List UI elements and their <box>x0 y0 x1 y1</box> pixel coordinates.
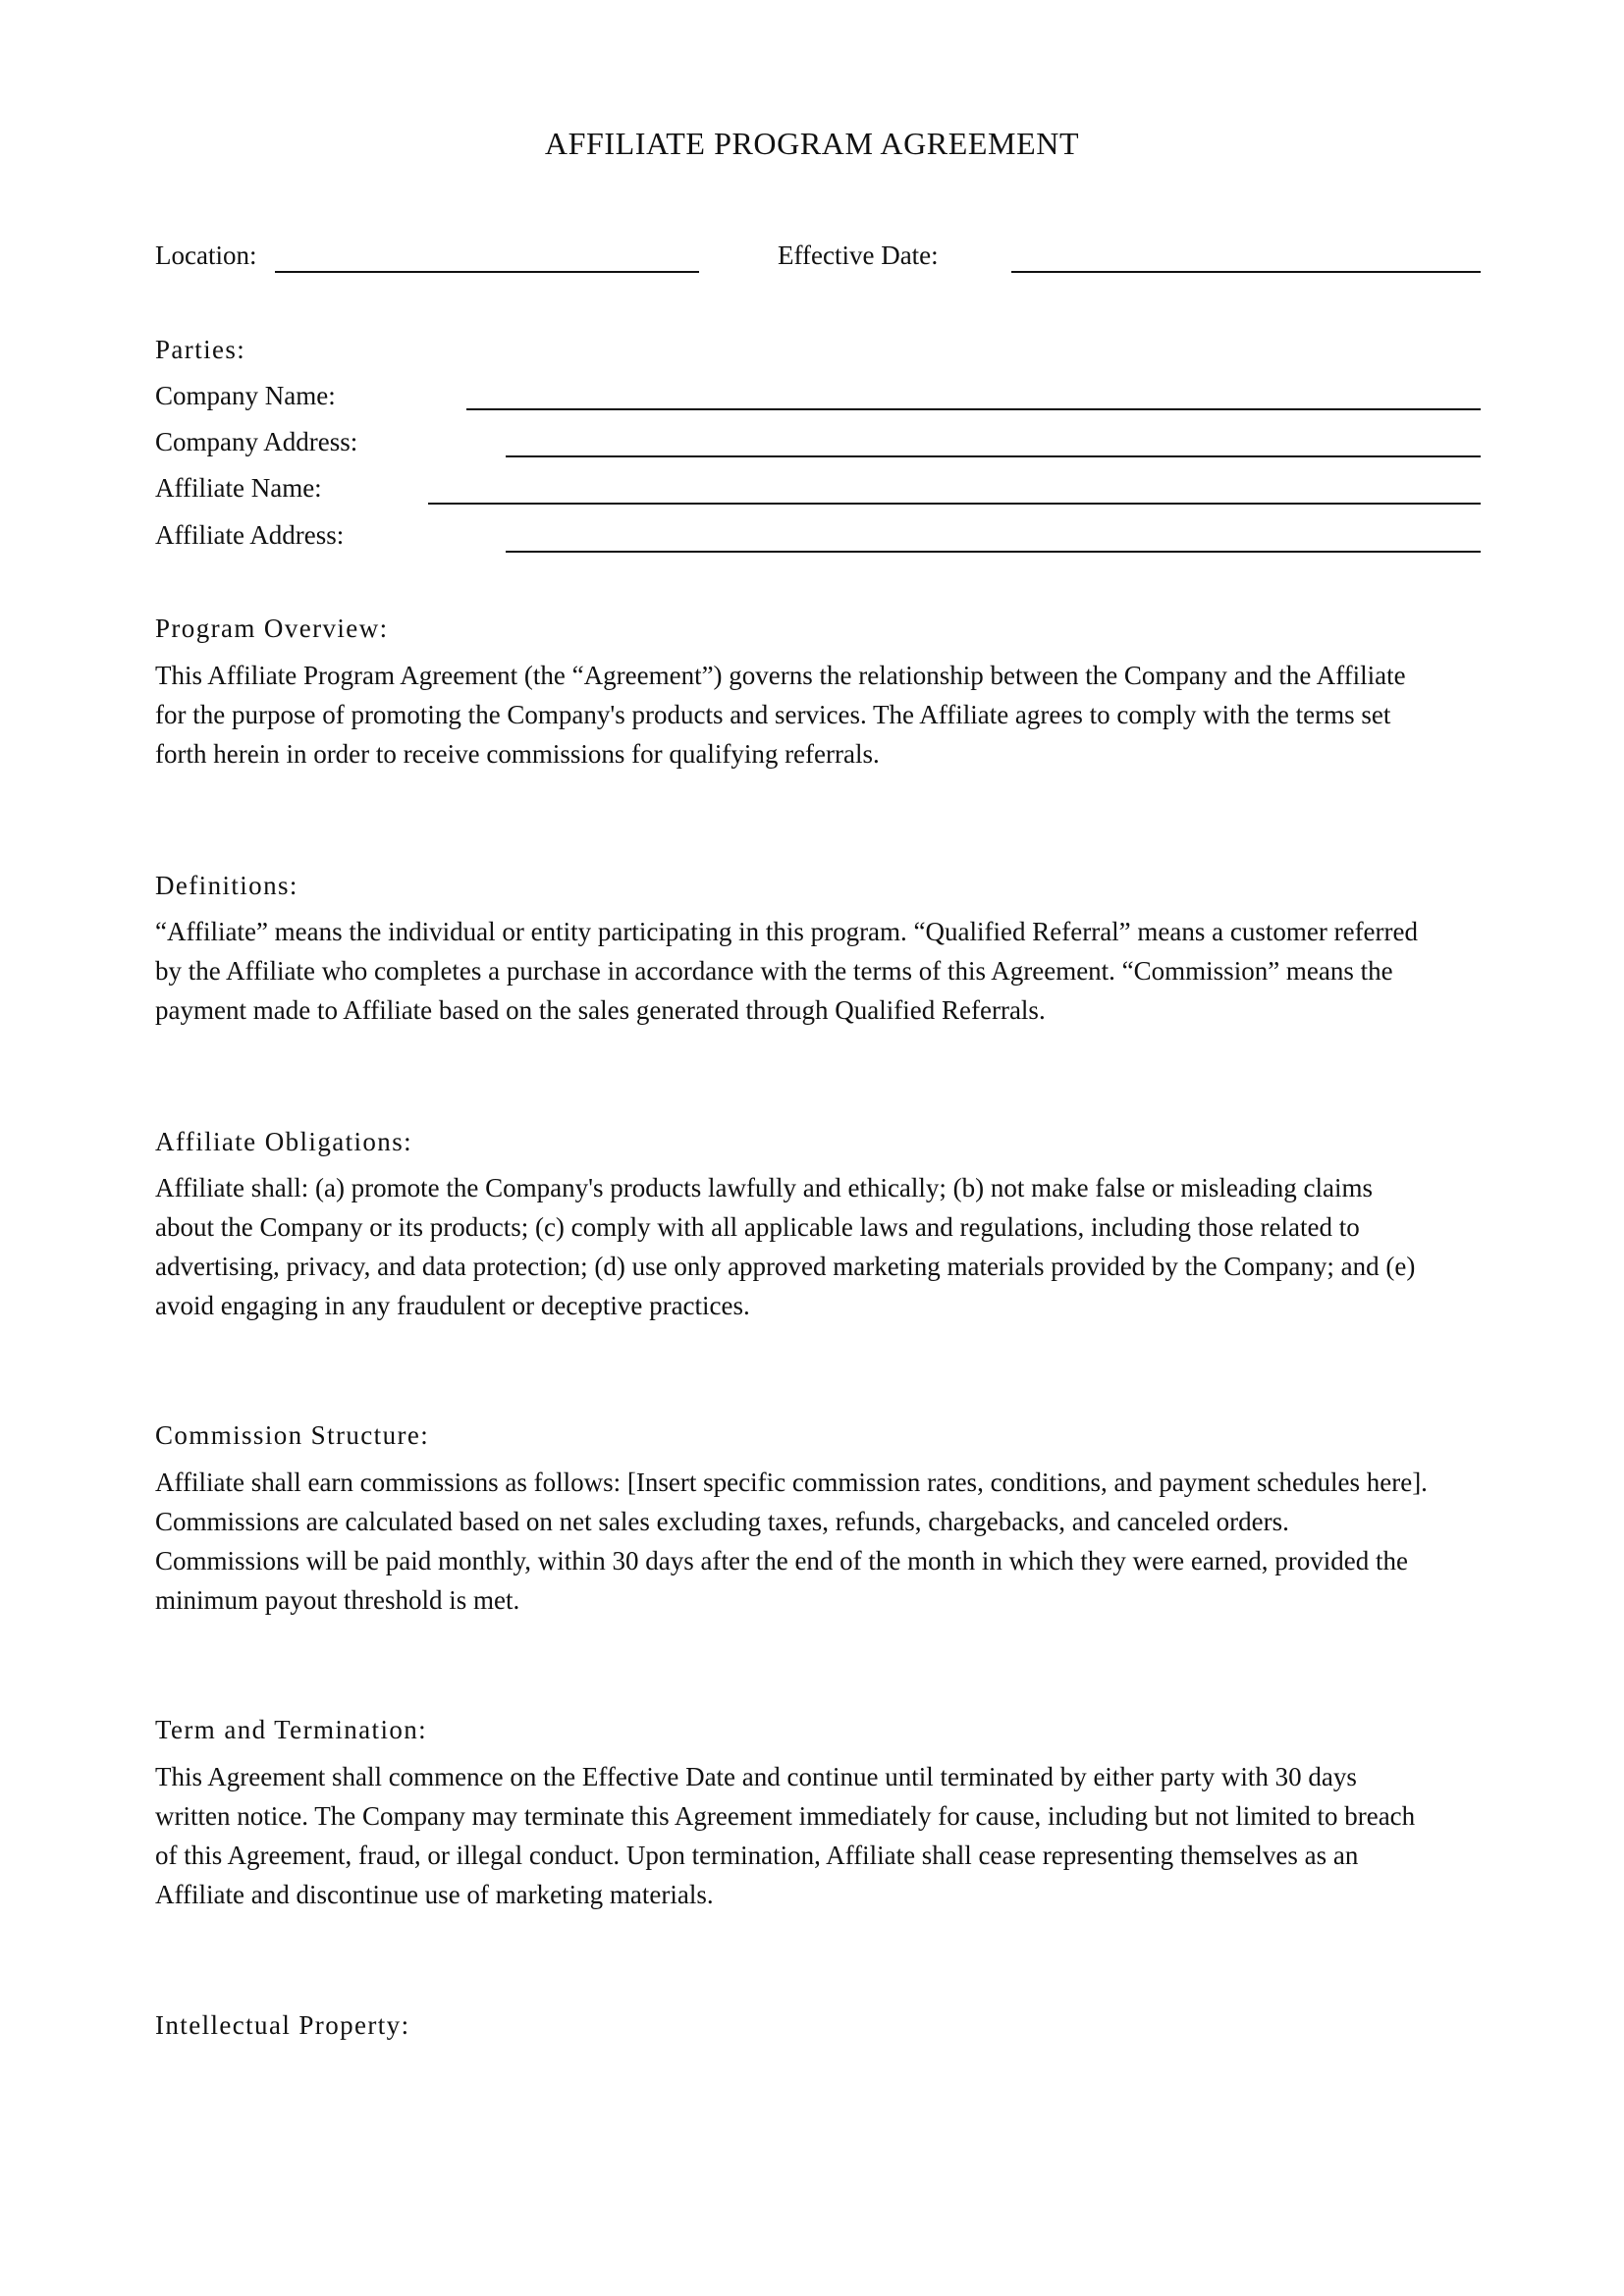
term-termination-body <box>155 1757 1481 1914</box>
company-address-label: Company Address: <box>155 427 358 456</box>
effective-date-field[interactable] <box>1011 271 1481 273</box>
affiliate-address-row <box>155 517 1481 557</box>
effective-date-label: Effective Date: <box>778 240 939 270</box>
affiliate-obligations-heading: Affiliate Obligations: <box>155 1127 413 1156</box>
affiliate-name-field[interactable] <box>428 503 1481 505</box>
parties-heading: Parties: <box>155 335 246 364</box>
definitions-line: by the Affiliate who completes a purchase in accordance with the terms of this Agreement. “Commission” means the <box>155 956 1393 986</box>
affiliate-obligations-line: advertising, privacy, and data protection; (d) use only approved marketing materials provided by the Company; and (e) <box>155 1252 1416 1281</box>
commission-structure-line: Commissions will be paid monthly, within 30 days after the end of the month in which they were earned, provided the <box>155 1546 1408 1575</box>
program-overview-line: forth herein in order to receive commissions for qualifying referrals. <box>155 739 880 769</box>
program-overview-heading: Program Overview: <box>155 614 389 643</box>
company-address-row <box>155 424 1481 463</box>
affiliate-address-label: Affiliate Address: <box>155 520 345 550</box>
definitions-line: payment made to Affiliate based on the sales generated through Qualified Referrals. <box>155 995 1046 1025</box>
program-overview-body <box>155 656 1481 774</box>
definitions-heading: Definitions: <box>155 871 298 900</box>
affiliate-obligations-line: avoid engaging in any fraudulent or deceptive practices. <box>155 1291 750 1320</box>
intellectual-property-heading: Intellectual Property: <box>155 2010 410 2040</box>
commission-structure-body <box>155 1463 1481 1620</box>
company-name-label: Company Name: <box>155 381 336 410</box>
program-overview-line: This Affiliate Program Agreement (the “Agreement”) governs the relationship between the Company and the Affiliate <box>155 661 1406 690</box>
affiliate-address-field[interactable] <box>506 551 1481 553</box>
term-termination-line: of this Agreement, fraud, or illegal conduct. Upon termination, Affiliate shall cease representing themselves as an <box>155 1841 1359 1870</box>
affiliate-name-row <box>155 470 1481 509</box>
term-termination-line: written notice. The Company may terminate this Agreement immediately for cause, including but not limited to breach <box>155 1801 1416 1831</box>
location-label: Location: <box>155 240 257 270</box>
affiliate-obligations-line: Affiliate shall: (a) promote the Company's products lawfully and ethically; (b) not make false or misleading claims <box>155 1173 1374 1202</box>
commission-structure-line: Commissions are calculated based on net sales excluding taxes, refunds, chargebacks, and canceled orders. <box>155 1507 1289 1536</box>
affiliate-obligations-line: about the Company or its products; (c) comply with all applicable laws and regulations, including those related to <box>155 1212 1360 1242</box>
commission-structure-line: minimum payout threshold is met. <box>155 1585 520 1615</box>
commission-structure-line: Affiliate shall earn commissions as follows: [Insert specific commission rates, conditions, and payment schedules here]. <box>155 1468 1428 1497</box>
definitions-body <box>155 912 1481 1030</box>
company-address-field[interactable] <box>506 455 1481 457</box>
location-field[interactable] <box>275 271 699 273</box>
term-termination-line: Affiliate and discontinue use of marketing materials. <box>155 1880 714 1909</box>
definitions-line: “Affiliate” means the individual or entity participating in this program. “Qualified Referral” means a customer referred <box>155 917 1419 946</box>
affiliate-name-label: Affiliate Name: <box>155 473 322 503</box>
company-name-field[interactable] <box>466 408 1481 410</box>
header-fields-row <box>155 238 1481 277</box>
commission-structure-heading: Commission Structure: <box>155 1420 430 1450</box>
term-termination-line: This Agreement shall commence on the Effective Date and continue until terminated by either party with 30 days <box>155 1762 1357 1791</box>
document-title: AFFILIATE PROGRAM AGREEMENT <box>544 126 1080 161</box>
affiliate-obligations-body <box>155 1168 1481 1325</box>
program-overview-line: for the purpose of promoting the Company's products and services. The Affiliate agrees to comply with the terms set <box>155 700 1391 729</box>
company-name-row <box>155 378 1481 417</box>
term-termination-heading: Term and Termination: <box>155 1715 428 1744</box>
